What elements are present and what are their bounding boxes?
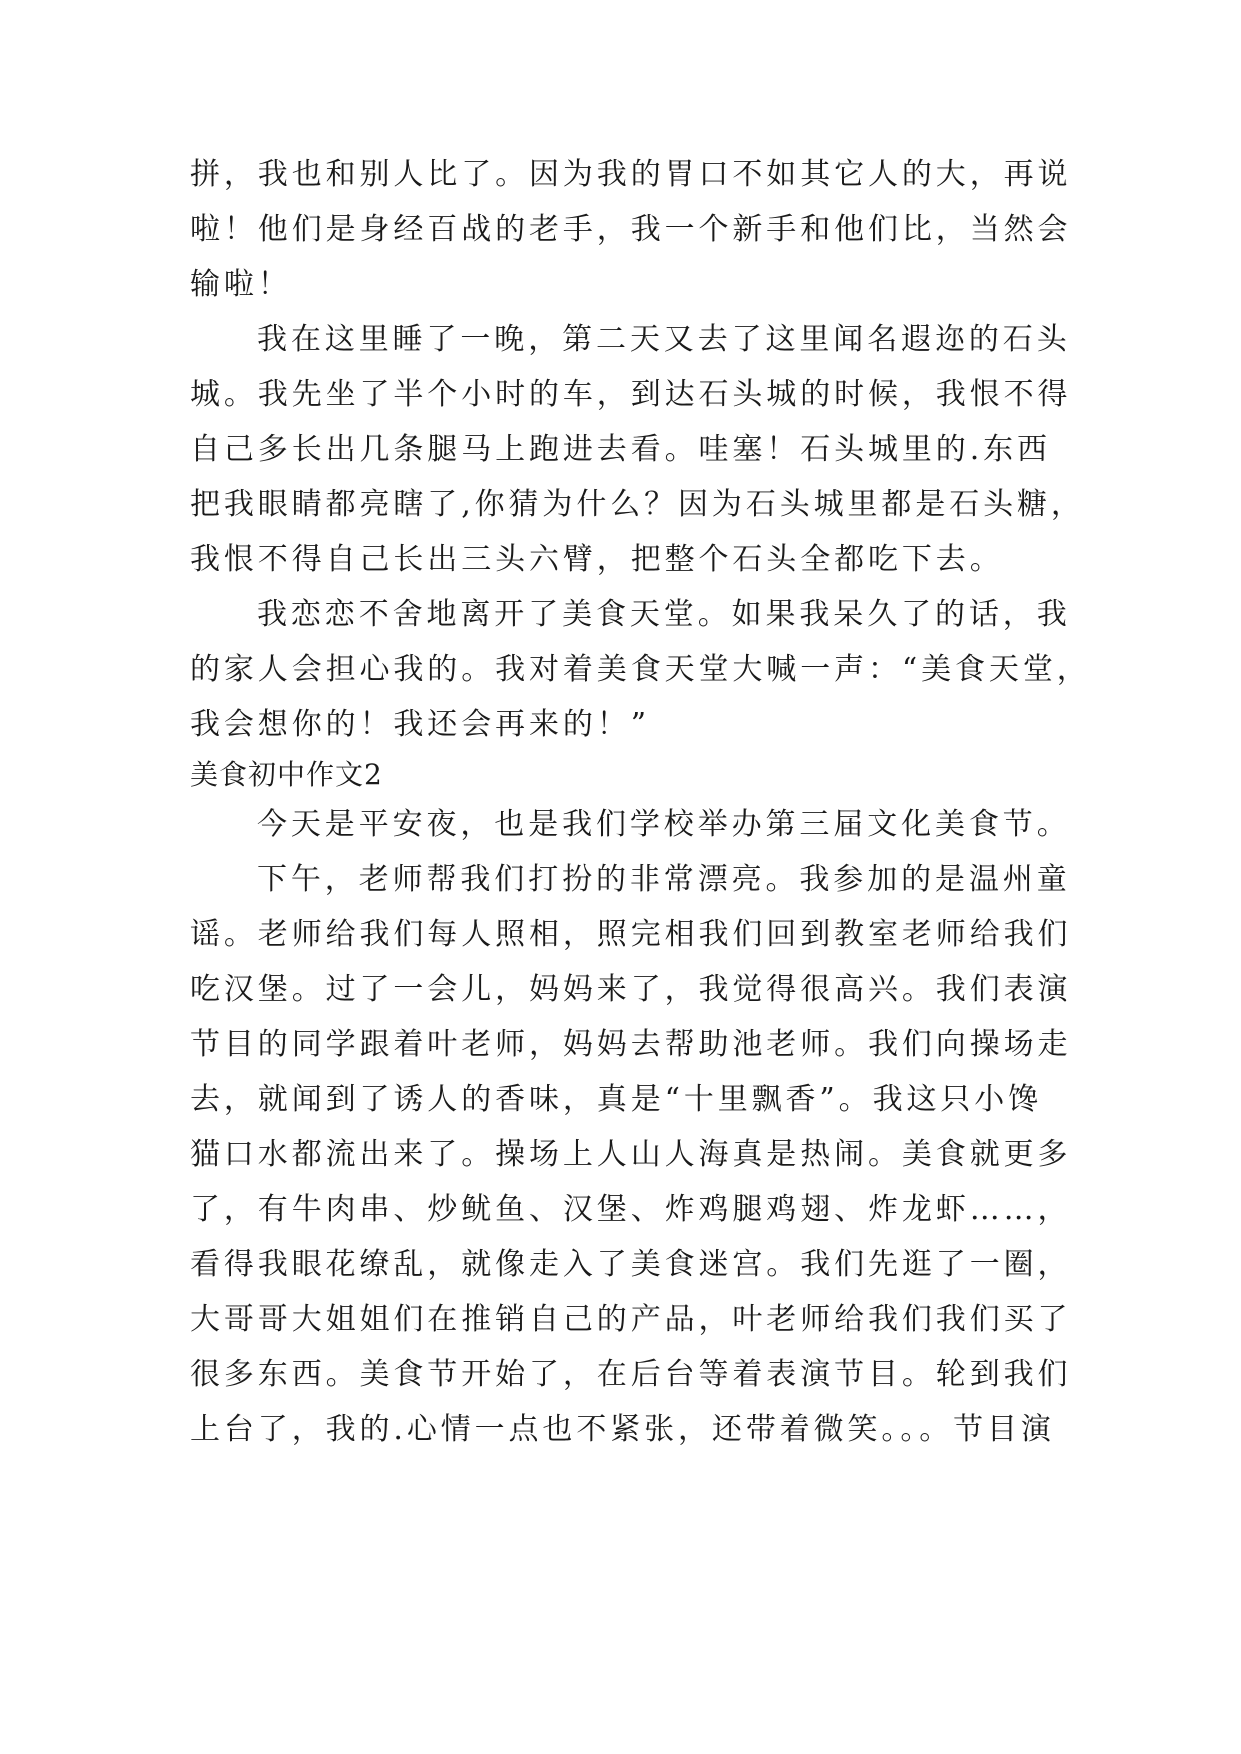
text-line: 我恨不得自己长出三头六臂，把整个石头全都吃下去。 <box>190 542 1004 577</box>
text-line: 输啦！ <box>190 267 292 302</box>
document-page <box>190 147 1091 1457</box>
text-line: 看得我眼花缭乱，就像走入了美食迷宫。我们先逛了一圈， <box>190 1247 1072 1282</box>
section-heading: 美食初中作文2 <box>190 758 383 791</box>
text-line: 拼，我也和别人比了。因为我的胃口不如其它人的大，再说 <box>190 157 1072 192</box>
text-line: 的家人会担心我的。我对着美食天堂大喊一声：“美食天堂， <box>190 652 1091 687</box>
text-line: 啦！他们是身经百战的老手，我一个新手和他们比，当然会 <box>190 212 1072 247</box>
text-line: 去，就闻到了诱人的香味，真是“十里飘香”。我这只小馋 <box>190 1082 1043 1117</box>
paragraph-first-line: 我在这里睡了一晚，第二天又去了这里闻名遐迩的石头 <box>257 322 1071 357</box>
paragraph-first-line: 下午，老师帮我们打扮的非常漂亮。我参加的是温州童 <box>257 862 1071 897</box>
paragraph-first-line: 今天是平安夜，也是我们学校举办第三届文化美食节。 <box>257 807 1071 842</box>
text-line: 自己多长出几条腿马上跑进去看。哇塞！石头城里的.东西 <box>190 432 1051 467</box>
text-line: 很多东西。美食节开始了，在后台等着表演节目。轮到我们 <box>190 1357 1072 1392</box>
text-line: 我会想你的！我还会再来的！” <box>190 707 650 742</box>
text-line: 上台了，我的.心情一点也不紧张，还带着微笑。。。节目演 <box>190 1412 1055 1447</box>
text-line: 大哥哥大姐姐们在推销自己的产品，叶老师给我们我们买了 <box>190 1302 1072 1337</box>
paragraph-first-line: 我恋恋不舍地离开了美食天堂。如果我呆久了的话，我 <box>257 597 1071 632</box>
text-line: 把我眼睛都亮瞎了,你猜为什么？因为石头城里都是石头糖， <box>190 487 1085 522</box>
text-line: 谣。老师给我们每人照相，照完相我们回到教室老师给我们 <box>190 917 1072 952</box>
text-line: 节目的同学跟着叶老师，妈妈去帮助池老师。我们向操场走 <box>190 1027 1072 1062</box>
text-line: 了，有牛肉串、炒鱿鱼、汉堡、炸鸡腿鸡翅、炸龙虾……， <box>190 1192 1072 1227</box>
text-line: 吃汉堡。过了一会儿，妈妈来了，我觉得很高兴。我们表演 <box>190 972 1072 1007</box>
text-line: 城。我先坐了半个小时的车，到达石头城的时候，我恨不得 <box>190 377 1072 412</box>
text-line: 猫口水都流出来了。操场上人山人海真是热闹。美食就更多 <box>190 1137 1072 1172</box>
